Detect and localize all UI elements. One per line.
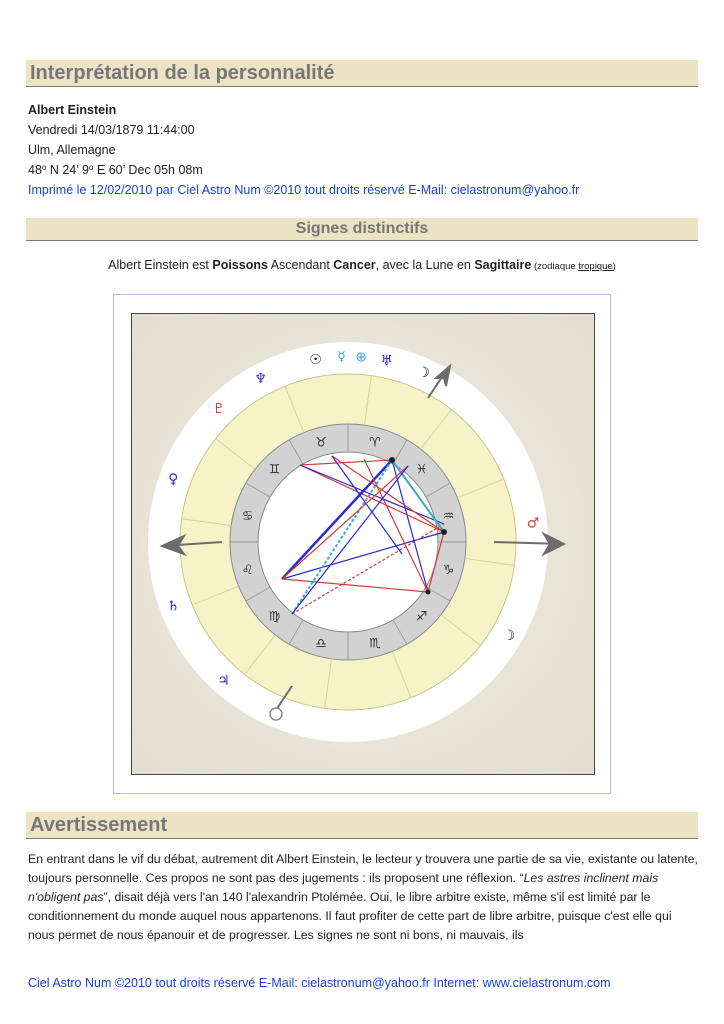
- planet-glyph-icon: ♄: [166, 598, 180, 615]
- planet-glyph-icon: ♂: [526, 515, 540, 532]
- warning-paragraph: En entrant dans le vif du débat, autrement dit Albert Einstein, le lecteur y trouvera une partie de sa vie, existante ou latente, toujours personnelle. Ces propos ne sont pas des jugements : ils proposent une réflexion. “Les astres inclinent mais n'obligent pas”, disait déjà vers l'an 140 l'alexandrin Ptolémée. Oui, le libre arbitre existe, même s'il est limité par le conditionnement du monde auquel nous appartenons. Il faut profiter de cette part de libre arbitre, puisque c'est elle qui nous permet de nous épanouir et de progresser. Les signes ne sont ni bons, ni mauvais, ils: [28, 852, 698, 942]
- zodiac-sign-icon: ♉: [315, 435, 327, 451]
- planet-glyph-icon: ♃: [217, 673, 230, 690]
- natal-wheel: [132, 314, 594, 774]
- planet-glyph-icon: ♆: [254, 370, 267, 387]
- zodiac-sign-icon: ♋: [241, 509, 254, 525]
- planet-glyph-icon: ☽: [502, 628, 516, 644]
- planet-glyph-icon: ☽: [417, 365, 430, 382]
- astro-chart: [131, 313, 595, 775]
- zodiac-sign-icon: ♏: [369, 636, 381, 652]
- section-heading-signs: Signes distinctifs: [26, 218, 698, 241]
- zodiac-sign-icon: ♐: [415, 609, 428, 625]
- planet-glyph-icon: ♇: [212, 401, 226, 418]
- planet-glyph-icon: ⊕: [355, 349, 367, 366]
- zodiac-sign-icon: ♌: [241, 562, 254, 578]
- zodiac-sign-icon: ♓: [415, 462, 428, 478]
- print-notice: Imprimé le 12/02/2010 par Ciel Astro Num ©2010 tout droits réservé E-Mail: cielastronum@yahoo.fr: [28, 183, 580, 197]
- section-heading-warning: Avertissement: [26, 812, 698, 839]
- zodiac-sign-icon: ♑: [442, 562, 455, 578]
- zodiac-sign-icon: ♍: [268, 609, 281, 625]
- planet-glyph-icon: ☿: [337, 349, 346, 366]
- zodiac-sign-icon: ♊: [268, 462, 281, 478]
- planet-glyph-icon: ♀: [168, 471, 179, 488]
- planet-glyph-icon: ♅: [380, 353, 393, 370]
- zodiac-sign-icon: ♎: [315, 636, 327, 652]
- zodiac-sign-icon: ♈: [369, 435, 381, 451]
- planet-marker: [441, 529, 447, 535]
- planet-glyph-icon: ☉: [309, 351, 322, 368]
- signs-summary: Albert Einstein est Poissons Ascendant Cancer, avec la Lune en Sagittaire (zodiaque tropique): [108, 258, 616, 272]
- ic-marker-icon: [270, 708, 282, 720]
- zodiac-type-link[interactable]: tropique: [578, 261, 613, 272]
- planet-marker: [426, 590, 431, 595]
- page-title: Interprétation de la personnalité: [26, 60, 698, 87]
- birth-place: Ulm, Allemagne: [28, 143, 116, 157]
- planet-marker: [389, 457, 395, 463]
- person-name: Albert Einstein: [28, 103, 117, 117]
- footer-copyright: Ciel Astro Num ©2010 tout droits réservé E-Mail: cielastronum@yahoo.fr Internet: www.cielastronum.com: [28, 976, 611, 990]
- zodiac-sign-icon: ♒: [442, 509, 455, 525]
- birth-date: Vendredi 14/03/1879 11:44:00: [28, 123, 195, 137]
- birth-coordinates: 48$^o$ N 24’ 9$^o$ E 60’ Dec 05h 08m: [28, 163, 203, 177]
